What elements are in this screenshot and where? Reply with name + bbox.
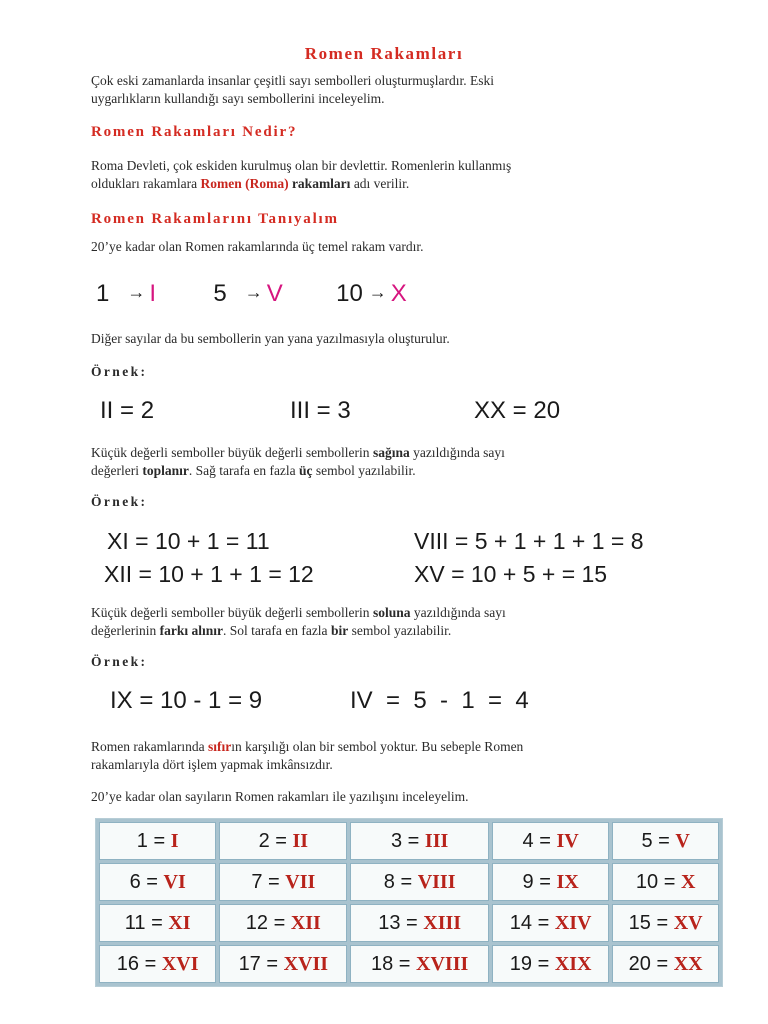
basic-number: 5: [213, 280, 227, 307]
equals-sign: =: [658, 870, 681, 893]
basic-number: 10: [336, 280, 363, 307]
equals-sign: =: [268, 911, 291, 934]
equals-sign: =: [260, 952, 284, 975]
equals-sign: =: [652, 829, 676, 852]
cell-number: 5: [641, 829, 653, 852]
cell-number: 10: [635, 870, 659, 893]
table-cell: [350, 863, 489, 901]
zero-note-paragraph: [91, 738, 681, 774]
equals-sign: =: [393, 952, 417, 975]
roman-numerals-table: [95, 818, 723, 987]
equals-sign: =: [532, 952, 555, 975]
cell-number: 13: [378, 911, 401, 934]
table-cell: [219, 945, 347, 983]
table-intro: 20’ye kadar olan sayıların Romen rakamları ile yazılışını inceleyelim.: [91, 789, 469, 804]
equals-sign: =: [650, 911, 674, 934]
cell-number: 11: [124, 911, 146, 934]
equals-sign: =: [533, 829, 557, 852]
section2-text: 20’ye kadar olan Romen rakamlarında üç temel rakam vardır.: [91, 239, 424, 254]
text-run: Küçük değerli semboller büyük değerli sembollerin: [91, 445, 373, 460]
cell-number: 1: [136, 829, 148, 852]
cell-roman: XVII: [283, 952, 329, 975]
text-run: yazıldığında sayı: [409, 445, 505, 460]
rule-line: [91, 604, 681, 622]
cell-roman: X: [680, 870, 696, 893]
cell-number: 6: [129, 870, 141, 893]
section1-line: Roma Devleti, çok eskiden kurulmuş olan bir devlettir. Romenlerin kullanmış: [91, 158, 512, 173]
cell-roman: XVIII: [416, 952, 469, 975]
highlight-text: Romen (Roma): [200, 176, 289, 191]
table-cell: [350, 822, 489, 860]
table-cell: [99, 863, 216, 901]
cell-number: 20: [628, 952, 651, 975]
bold-text: rakamları: [288, 176, 351, 191]
cell-roman: VII: [285, 870, 316, 893]
table-row: [99, 945, 719, 983]
rule-line: [91, 444, 681, 462]
cell-number: 3: [391, 829, 403, 852]
cell-roman: XIII: [423, 911, 462, 934]
arrow-icon: →: [368, 282, 387, 302]
cell-roman: XII: [290, 911, 321, 934]
cell-roman: XV: [673, 911, 703, 934]
basic-number: 1: [96, 280, 110, 307]
table-cell: [350, 904, 489, 942]
intro-paragraph: [91, 72, 681, 108]
table-cell: [99, 904, 216, 942]
text-run: değerleri: [91, 463, 143, 478]
table-cell: [99, 945, 216, 983]
cell-roman: VI: [163, 870, 186, 893]
example2-item: XV = 10 + 5 + = 15: [414, 561, 608, 587]
example3-item: IV = 5 - 1 = 4: [350, 687, 529, 714]
text-run: değerlerinin: [91, 623, 160, 638]
cell-roman: VIII: [417, 870, 456, 893]
example3-item: IX = 10 - 1 = 9: [110, 687, 263, 714]
cell-roman: IV: [556, 829, 579, 852]
cell-roman: XIX: [554, 952, 592, 975]
note-line: [91, 738, 681, 756]
table-cell: [492, 945, 609, 983]
cell-roman: II: [292, 829, 309, 852]
table-cell: [612, 822, 719, 860]
table-cell: [612, 945, 719, 983]
text-run: ın karşılığı olan bir sembol yoktur. Bu sebeple Romen: [231, 739, 524, 754]
text-run: oldukları rakamlara: [91, 176, 201, 191]
cell-number: 15: [628, 911, 651, 934]
highlight-text: sıfır: [207, 739, 232, 754]
table-cell: [219, 822, 347, 860]
table-cell: [219, 904, 347, 942]
cell-number: 7: [251, 870, 263, 893]
bold-text: toplanır: [142, 463, 189, 478]
cell-roman: IX: [556, 870, 579, 893]
bold-text: soluna: [372, 605, 411, 620]
example2-item: VIII = 5 + 1 + 1 + 1 = 8: [414, 528, 644, 554]
table-cell: [492, 904, 609, 942]
text-run: . Sağ tarafa en fazla: [188, 463, 300, 478]
equals-sign: =: [145, 911, 169, 934]
cell-roman: XI: [168, 911, 191, 934]
page-title: Romen Rakamları: [304, 44, 464, 63]
cell-number: 19: [509, 952, 533, 975]
section-heading-taniyalim: Romen Rakamlarını Tanıyalım: [91, 211, 339, 227]
table-cell: [492, 822, 609, 860]
cell-number: 14: [509, 911, 533, 934]
rule-line: [91, 622, 681, 640]
table-cell: [612, 863, 719, 901]
example2-item: XI = 10 + 1 = 11: [107, 528, 270, 554]
cell-roman: XVI: [161, 952, 199, 975]
cell-number: 9: [522, 870, 534, 893]
roman-symbol: X: [390, 280, 407, 307]
table-cell: [219, 863, 347, 901]
example-label: Örnek:: [91, 654, 148, 669]
text-run: yazıldığında sayı: [410, 605, 506, 620]
roman-symbol: V: [266, 280, 283, 307]
equals-sign: =: [140, 870, 164, 893]
equals-sign: =: [394, 870, 418, 893]
bold-text: sağına: [372, 445, 410, 460]
rule-line: [91, 462, 681, 480]
cell-number: 8: [383, 870, 395, 893]
text-run: sembol yazılabilir.: [312, 463, 416, 478]
bold-text: farkı alınır: [159, 623, 223, 638]
example1-item: II = 2: [100, 397, 155, 424]
table-cell: [492, 863, 609, 901]
cell-roman: I: [170, 829, 179, 852]
text-run: adı verilir.: [350, 176, 410, 191]
cell-roman: V: [675, 829, 690, 852]
equals-sign: =: [262, 870, 286, 893]
cell-roman: III: [424, 829, 449, 852]
table-row: [99, 904, 719, 942]
equals-sign: =: [650, 952, 674, 975]
example1-item: XX = 20: [474, 397, 561, 424]
cell-number: 16: [116, 952, 140, 975]
cell-number: 17: [238, 952, 261, 975]
table-row: [99, 863, 719, 901]
text-run: . Sol tarafa en fazla: [222, 623, 331, 638]
equals-sign: =: [147, 829, 171, 852]
table-cell: [612, 904, 719, 942]
equals-sign: =: [402, 829, 425, 852]
table-cell: [99, 822, 216, 860]
section1-paragraph: [91, 157, 681, 193]
equals-sign: =: [400, 911, 424, 934]
rule-sub-paragraph: [91, 604, 681, 640]
arrow-icon: →: [244, 282, 263, 302]
bold-text: bir: [330, 623, 349, 638]
table-row: [99, 822, 719, 860]
cell-number: 18: [370, 952, 394, 975]
cell-number: 12: [245, 911, 269, 934]
roman-symbol: I: [149, 280, 157, 307]
equals-sign: =: [139, 952, 162, 975]
section-heading-nedir: Romen Rakamları Nedir?: [91, 124, 298, 140]
bold-text: üç: [299, 463, 313, 478]
equals-sign: =: [533, 870, 557, 893]
text-run: Küçük değerli semboller büyük değerli sembollerin: [91, 605, 373, 620]
cell-number: 4: [522, 829, 534, 852]
text-run: sembol yazılabilir.: [348, 623, 452, 638]
cell-roman: XIV: [554, 911, 592, 934]
equals-sign: =: [532, 911, 555, 934]
intro-line: uygarlıkların kullandığı sayı sembollerini inceleyelim.: [91, 91, 385, 106]
section1-line: [91, 175, 681, 193]
intro-line: Çok eski zamanlarda insanlar çeşitli sayı sembolleri oluşturmuşlardır. Eski: [91, 73, 495, 88]
rule-add-paragraph: [91, 444, 681, 480]
example-label: Örnek:: [91, 494, 148, 509]
cell-roman: XX: [673, 952, 703, 975]
example1-item: III = 3: [290, 397, 351, 424]
note-line: rakamlarıyla dört işlem yapmak imkânsızdır.: [91, 757, 333, 772]
arrow-icon: →: [127, 282, 146, 302]
cell-number: 2: [258, 829, 270, 852]
text-run: Romen rakamlarında: [91, 739, 208, 754]
equals-sign: =: [269, 829, 293, 852]
example2-item: XII = 10 + 1 + 1 = 12: [104, 561, 314, 587]
section2-text2: Diğer sayılar da bu sembollerin yan yana yazılmasıyla oluşturulur.: [91, 331, 450, 346]
table-cell: [350, 945, 489, 983]
basic-symbols-row: [96, 280, 407, 308]
example-label: Örnek:: [91, 364, 148, 379]
